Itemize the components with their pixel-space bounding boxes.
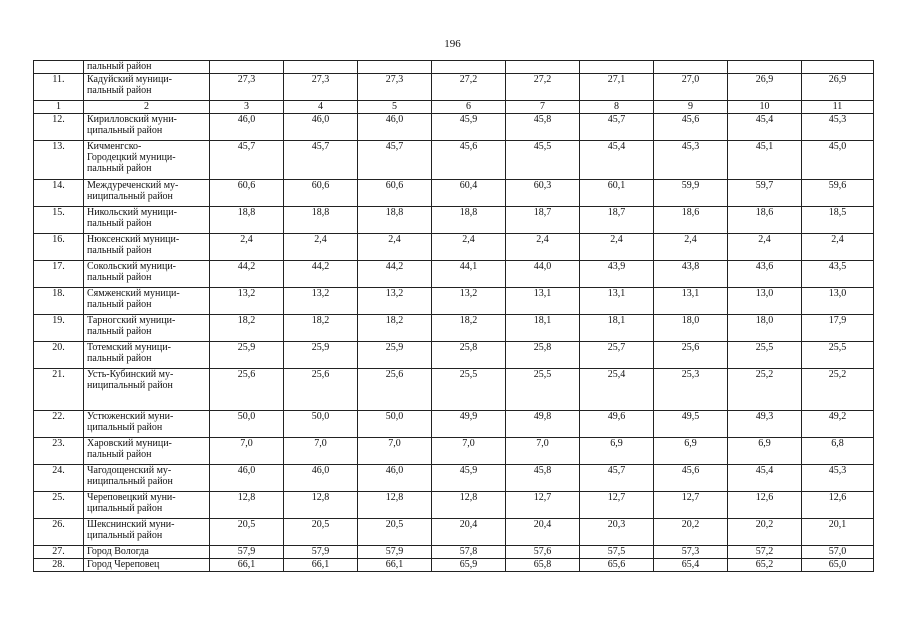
value-cell: 18,2 [210, 315, 284, 342]
value-cell: 27,3 [284, 74, 358, 101]
value-cell: 46,0 [210, 465, 284, 492]
value-cell: 12,8 [210, 492, 284, 519]
column-number: 5 [358, 101, 432, 114]
value-cell: 49,8 [506, 411, 580, 438]
value-cell: 13,1 [506, 288, 580, 315]
row-number: 27. [34, 546, 84, 559]
value-cell: 13,2 [284, 288, 358, 315]
value-cell [654, 61, 728, 74]
value-cell: 25,5 [506, 369, 580, 411]
value-cell: 57,9 [358, 546, 432, 559]
table-row [34, 61, 874, 74]
value-cell: 57,6 [506, 546, 580, 559]
row-number: 14. [34, 180, 84, 207]
value-cell: 65,8 [506, 559, 580, 572]
district-name: Тарногский муници- пальный район [84, 315, 210, 342]
value-cell: 45,4 [728, 114, 802, 141]
district-name: Сокольский муници- пальный район [84, 261, 210, 288]
value-cell: 26,9 [802, 74, 874, 101]
value-cell: 25,9 [358, 342, 432, 369]
column-number: 2 [84, 101, 210, 114]
row-number: 12. [34, 114, 84, 141]
value-cell [728, 61, 802, 74]
value-cell: 25,8 [506, 342, 580, 369]
value-cell: 25,8 [432, 342, 506, 369]
value-cell: 12,6 [728, 492, 802, 519]
value-cell: 66,1 [284, 559, 358, 572]
district-name: Город Череповец [84, 559, 210, 572]
value-cell: 18,0 [654, 315, 728, 342]
value-cell: 25,5 [728, 342, 802, 369]
value-cell: 13,0 [728, 288, 802, 315]
value-cell: 26,9 [728, 74, 802, 101]
value-cell: 43,8 [654, 261, 728, 288]
value-cell: 18,2 [284, 315, 358, 342]
value-cell: 45,7 [358, 141, 432, 180]
value-cell: 65,9 [432, 559, 506, 572]
value-cell: 45,1 [728, 141, 802, 180]
value-cell: 7,0 [506, 438, 580, 465]
value-cell: 50,0 [210, 411, 284, 438]
value-cell [358, 61, 432, 74]
district-name: Чагодощенский му- ниципальный район [84, 465, 210, 492]
value-cell: 18,8 [358, 207, 432, 234]
value-cell: 12,8 [358, 492, 432, 519]
value-cell: 12,8 [284, 492, 358, 519]
value-cell: 20,2 [654, 519, 728, 546]
value-cell: 6,9 [654, 438, 728, 465]
row-number [34, 61, 84, 74]
column-number: 4 [284, 101, 358, 114]
value-cell: 60,4 [432, 180, 506, 207]
value-cell: 59,6 [802, 180, 874, 207]
value-cell: 2,4 [210, 234, 284, 261]
value-cell: 46,0 [284, 465, 358, 492]
value-cell [210, 61, 284, 74]
value-cell: 25,3 [654, 369, 728, 411]
table-row [34, 74, 874, 101]
row-number: 18. [34, 288, 84, 315]
value-cell: 20,4 [432, 519, 506, 546]
value-cell: 25,6 [654, 342, 728, 369]
value-cell: 49,6 [580, 411, 654, 438]
value-cell: 45,8 [506, 465, 580, 492]
value-cell: 57,9 [210, 546, 284, 559]
value-cell: 25,9 [284, 342, 358, 369]
value-cell: 45,7 [580, 465, 654, 492]
value-cell: 18,1 [580, 315, 654, 342]
value-cell: 44,0 [506, 261, 580, 288]
column-number: 3 [210, 101, 284, 114]
value-cell: 60,1 [580, 180, 654, 207]
row-number: 19. [34, 315, 84, 342]
value-cell: 66,1 [358, 559, 432, 572]
district-name: Сямженский муници- пальный район [84, 288, 210, 315]
column-number: 9 [654, 101, 728, 114]
row-number: 25. [34, 492, 84, 519]
table-row [34, 141, 874, 180]
row-number: 16. [34, 234, 84, 261]
value-cell: 45,7 [210, 141, 284, 180]
value-cell: 27,1 [580, 74, 654, 101]
value-cell: 46,0 [210, 114, 284, 141]
value-cell: 44,1 [432, 261, 506, 288]
value-cell: 57,3 [654, 546, 728, 559]
table-row [34, 207, 874, 234]
value-cell: 43,6 [728, 261, 802, 288]
value-cell: 25,2 [728, 369, 802, 411]
value-cell: 2,4 [802, 234, 874, 261]
value-cell: 18,7 [506, 207, 580, 234]
value-cell: 20,2 [728, 519, 802, 546]
value-cell: 50,0 [284, 411, 358, 438]
district-name: Нюксенский муници- пальный район [84, 234, 210, 261]
value-cell: 25,9 [210, 342, 284, 369]
value-cell: 45,6 [432, 141, 506, 180]
value-cell: 45,9 [432, 114, 506, 141]
district-name: Никольский муници- пальный район [84, 207, 210, 234]
value-cell: 13,2 [210, 288, 284, 315]
district-name: Кирилловский муни- ципальный район [84, 114, 210, 141]
table-row [34, 114, 874, 141]
value-cell: 12,7 [580, 492, 654, 519]
value-cell: 45,6 [654, 465, 728, 492]
value-cell: 44,2 [284, 261, 358, 288]
value-cell: 27,0 [654, 74, 728, 101]
value-cell: 7,0 [432, 438, 506, 465]
row-number: 17. [34, 261, 84, 288]
district-name: Междуреченский му- ниципальный район [84, 180, 210, 207]
data-table [33, 60, 874, 572]
value-cell: 25,6 [210, 369, 284, 411]
row-number: 20. [34, 342, 84, 369]
value-cell: 60,6 [210, 180, 284, 207]
value-cell: 60,6 [284, 180, 358, 207]
value-cell: 45,3 [802, 465, 874, 492]
column-number: 6 [432, 101, 506, 114]
value-cell: 7,0 [210, 438, 284, 465]
value-cell: 44,2 [210, 261, 284, 288]
value-cell: 43,5 [802, 261, 874, 288]
district-name: Кадуйский муници- пальный район [84, 74, 210, 101]
value-cell [506, 61, 580, 74]
value-cell: 45,4 [580, 141, 654, 180]
value-cell: 45,0 [802, 141, 874, 180]
value-cell: 49,3 [728, 411, 802, 438]
column-number: 10 [728, 101, 802, 114]
value-cell: 45,4 [728, 465, 802, 492]
value-cell: 25,2 [802, 369, 874, 411]
value-cell: 17,9 [802, 315, 874, 342]
table-row [34, 369, 874, 411]
value-cell: 2,4 [432, 234, 506, 261]
value-cell: 25,5 [432, 369, 506, 411]
table-row [34, 492, 874, 519]
value-cell: 59,9 [654, 180, 728, 207]
value-cell: 65,0 [802, 559, 874, 572]
value-cell: 43,9 [580, 261, 654, 288]
table-row [34, 465, 874, 492]
value-cell: 2,4 [284, 234, 358, 261]
value-cell: 18,0 [728, 315, 802, 342]
value-cell: 18,8 [284, 207, 358, 234]
row-number: 24. [34, 465, 84, 492]
district-name: Харовский муници- пальный район [84, 438, 210, 465]
value-cell: 20,5 [284, 519, 358, 546]
value-cell: 18,8 [210, 207, 284, 234]
value-cell: 2,4 [654, 234, 728, 261]
value-cell: 25,6 [284, 369, 358, 411]
value-cell: 25,5 [802, 342, 874, 369]
district-name: Усть-Кубинский му- ниципальный район [84, 369, 210, 411]
value-cell: 57,2 [728, 546, 802, 559]
district-name: Шекснинский муни- ципальный район [84, 519, 210, 546]
value-cell: 49,2 [802, 411, 874, 438]
value-cell: 60,6 [358, 180, 432, 207]
column-number: 8 [580, 101, 654, 114]
value-cell: 57,5 [580, 546, 654, 559]
page-number: 196 [444, 38, 461, 50]
table-row [34, 519, 874, 546]
district-name: Кичменгско- Городецкий муници- пальный район [84, 141, 210, 180]
value-cell: 45,3 [654, 141, 728, 180]
value-cell: 18,2 [432, 315, 506, 342]
value-cell: 45,5 [506, 141, 580, 180]
table-row [34, 342, 874, 369]
district-name: Тотемский муници- пальный район [84, 342, 210, 369]
district-name: Город Вологда [84, 546, 210, 559]
value-cell [580, 61, 654, 74]
value-cell: 6,9 [728, 438, 802, 465]
value-cell: 46,0 [284, 114, 358, 141]
value-cell: 45,9 [432, 465, 506, 492]
value-cell: 57,8 [432, 546, 506, 559]
value-cell: 20,3 [580, 519, 654, 546]
table-row [34, 411, 874, 438]
row-number: 28. [34, 559, 84, 572]
value-cell: 49,9 [432, 411, 506, 438]
value-cell: 7,0 [284, 438, 358, 465]
value-cell: 57,0 [802, 546, 874, 559]
value-cell: 65,2 [728, 559, 802, 572]
value-cell: 20,4 [506, 519, 580, 546]
value-cell: 45,7 [284, 141, 358, 180]
value-cell: 7,0 [358, 438, 432, 465]
value-cell: 6,8 [802, 438, 874, 465]
value-cell: 49,5 [654, 411, 728, 438]
table-row [34, 438, 874, 465]
value-cell: 25,6 [358, 369, 432, 411]
value-cell: 13,2 [358, 288, 432, 315]
value-cell: 18,5 [802, 207, 874, 234]
table-row [34, 261, 874, 288]
value-cell: 57,9 [284, 546, 358, 559]
value-cell: 27,3 [358, 74, 432, 101]
row-number: 23. [34, 438, 84, 465]
district-name: Череповецкий муни- ципальный район [84, 492, 210, 519]
column-number: 7 [506, 101, 580, 114]
value-cell: 18,6 [728, 207, 802, 234]
value-cell: 27,3 [210, 74, 284, 101]
value-cell: 20,5 [358, 519, 432, 546]
value-cell: 25,4 [580, 369, 654, 411]
row-number: 13. [34, 141, 84, 180]
row-number: 11. [34, 74, 84, 101]
value-cell: 66,1 [210, 559, 284, 572]
value-cell: 18,6 [654, 207, 728, 234]
value-cell: 20,1 [802, 519, 874, 546]
value-cell: 12,7 [506, 492, 580, 519]
row-number: 15. [34, 207, 84, 234]
table-row [34, 288, 874, 315]
value-cell: 13,1 [580, 288, 654, 315]
table-row [34, 315, 874, 342]
value-cell: 45,6 [654, 114, 728, 141]
value-cell: 18,7 [580, 207, 654, 234]
value-cell: 44,2 [358, 261, 432, 288]
value-cell: 13,1 [654, 288, 728, 315]
column-number: 11 [802, 101, 874, 114]
value-cell: 13,2 [432, 288, 506, 315]
value-cell: 18,2 [358, 315, 432, 342]
column-number: 1 [34, 101, 84, 114]
value-cell: 2,4 [506, 234, 580, 261]
value-cell [284, 61, 358, 74]
district-name: пальный район [84, 61, 210, 74]
value-cell: 27,2 [432, 74, 506, 101]
table-row [34, 546, 874, 559]
value-cell: 25,7 [580, 342, 654, 369]
value-cell: 20,5 [210, 519, 284, 546]
value-cell [802, 61, 874, 74]
value-cell: 6,9 [580, 438, 654, 465]
value-cell: 50,0 [358, 411, 432, 438]
value-cell: 12,7 [654, 492, 728, 519]
table-row [34, 559, 874, 572]
value-cell: 59,7 [728, 180, 802, 207]
value-cell: 65,4 [654, 559, 728, 572]
value-cell: 13,0 [802, 288, 874, 315]
table-row [34, 234, 874, 261]
value-cell: 46,0 [358, 114, 432, 141]
value-cell: 65,6 [580, 559, 654, 572]
value-cell: 45,3 [802, 114, 874, 141]
value-cell: 18,8 [432, 207, 506, 234]
value-cell: 12,6 [802, 492, 874, 519]
value-cell: 2,4 [358, 234, 432, 261]
value-cell: 12,8 [432, 492, 506, 519]
row-number: 21. [34, 369, 84, 411]
value-cell: 27,2 [506, 74, 580, 101]
row-number: 26. [34, 519, 84, 546]
value-cell: 46,0 [358, 465, 432, 492]
value-cell [432, 61, 506, 74]
value-cell: 45,8 [506, 114, 580, 141]
value-cell: 18,1 [506, 315, 580, 342]
value-cell: 2,4 [580, 234, 654, 261]
column-number-row [34, 101, 874, 114]
value-cell: 2,4 [728, 234, 802, 261]
value-cell: 60,3 [506, 180, 580, 207]
district-name: Устюженский муни- ципальный район [84, 411, 210, 438]
row-number: 22. [34, 411, 84, 438]
table-row [34, 180, 874, 207]
value-cell: 45,7 [580, 114, 654, 141]
